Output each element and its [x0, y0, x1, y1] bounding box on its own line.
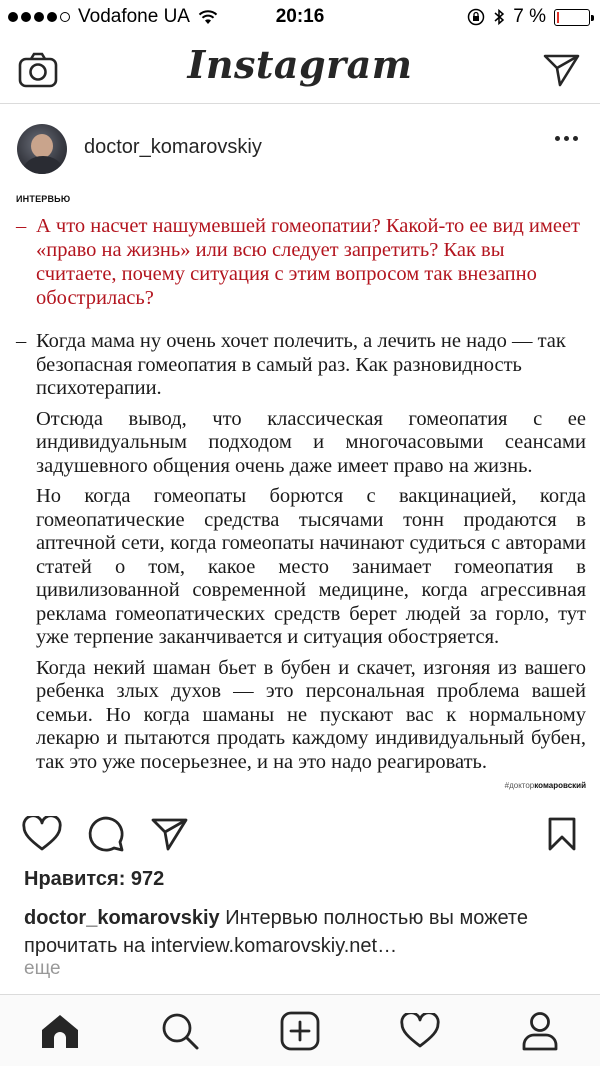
more-options-button[interactable]	[555, 136, 578, 141]
credit-name: комаровский	[534, 781, 586, 790]
battery-icon	[554, 9, 590, 26]
article-tag: ИНТЕРВЬЮ	[16, 194, 71, 204]
avatar[interactable]	[17, 124, 67, 174]
caption-more-link[interactable]: еще	[24, 958, 61, 979]
article-question	[16, 214, 586, 310]
instagram-logo: Instagram	[187, 42, 413, 87]
heart-icon	[22, 816, 62, 852]
post-image[interactable]	[0, 186, 600, 800]
answer-intro: Когда мама ну очень хочет полечить, а лечить не надо — так безопасная гомеопатия в самый раз. Как разновидность психотерапии.	[36, 330, 566, 399]
share-button[interactable]	[148, 812, 192, 856]
caption-text: Интервью полностью вы можете прочитать на interview.komarovskiy.net…	[24, 907, 528, 957]
tab-new-post[interactable]	[276, 1007, 324, 1055]
question-text: А что насчет нашумевшей гомеопатии? Какой-то ее вид имеет «право на жизнь» или всю следует запретить? Как вы считаете, почему ситуация с этим вопросом так внезапно обострилась?	[36, 215, 581, 309]
home-icon	[40, 1012, 80, 1050]
status-right	[467, 6, 590, 28]
top-nav	[0, 34, 600, 104]
article-answer	[16, 330, 586, 401]
bottom-tab-bar	[0, 994, 600, 1066]
status-time: 20:16	[275, 6, 325, 27]
more-dots-icon	[555, 136, 560, 141]
answer-dash: –	[16, 330, 27, 352]
question-dash: –	[16, 215, 27, 237]
like-button[interactable]	[20, 812, 64, 856]
tab-search[interactable]	[156, 1007, 204, 1055]
activity-heart-icon	[400, 1013, 440, 1049]
profile-icon	[521, 1011, 559, 1051]
post-actions	[0, 806, 600, 858]
paper-plane-icon	[543, 52, 581, 88]
article-paragraph: Отсюда вывод, что классическая гомеопатия с ее индивидуальным подходом и многочасовыми сеансами задушевного общения очень даже имеет право на жизнь.	[36, 407, 586, 477]
bookmark-icon	[547, 816, 577, 852]
post-username[interactable]: doctor_komarovskiy	[84, 136, 262, 158]
battery-fill	[557, 12, 559, 23]
credit-prefix: #доктор	[504, 781, 535, 790]
tab-activity[interactable]	[396, 1007, 444, 1055]
article-paragraph: Но когда гомеопаты борются с вакцинацией, когда гомеопатические средства тысячами тонн продаются в аптечной сети, когда гомеопаты начинают судиться с авторами статей о том, какое место занимает гомеопатия в цивилизованной современной медицине, когда агрессивная реклама гомеопатических средств берет людей за горло, тут уже терпение заканчивается и ситуация обостряется.	[36, 485, 586, 648]
comment-button[interactable]	[84, 812, 128, 856]
direct-messages-button[interactable]	[540, 48, 584, 92]
battery-percent: 7 %	[513, 6, 546, 27]
tab-profile[interactable]	[516, 1007, 564, 1055]
carrier-name: Vodafone UA	[78, 6, 190, 27]
add-post-icon	[280, 1011, 320, 1051]
post-header	[0, 116, 600, 182]
caption-username[interactable]: doctor_komarovskiy	[24, 907, 220, 929]
search-icon	[160, 1011, 200, 1051]
save-button[interactable]	[540, 812, 584, 856]
orientation-lock-icon	[467, 8, 485, 26]
article-paragraph: Когда некий шаман бьет в бубен и скачет, изгоняя из вашего ребенка злых духов — это персональная проблема вашей семьи. Но когда шаманы не пускают вас к нормальному лекарю и пытаются продать каждому индивидуальный бубен, так это уже посерьезнее, и на это надо реагировать.	[36, 656, 586, 773]
paper-plane-icon	[151, 816, 189, 852]
comment-icon	[87, 815, 125, 853]
likes-count[interactable]: Нравится: 972	[24, 868, 165, 890]
bluetooth-icon	[493, 8, 505, 26]
article-credit	[505, 781, 586, 790]
post-caption	[24, 904, 584, 960]
tab-home[interactable]	[36, 1007, 84, 1055]
status-bar	[0, 0, 600, 34]
